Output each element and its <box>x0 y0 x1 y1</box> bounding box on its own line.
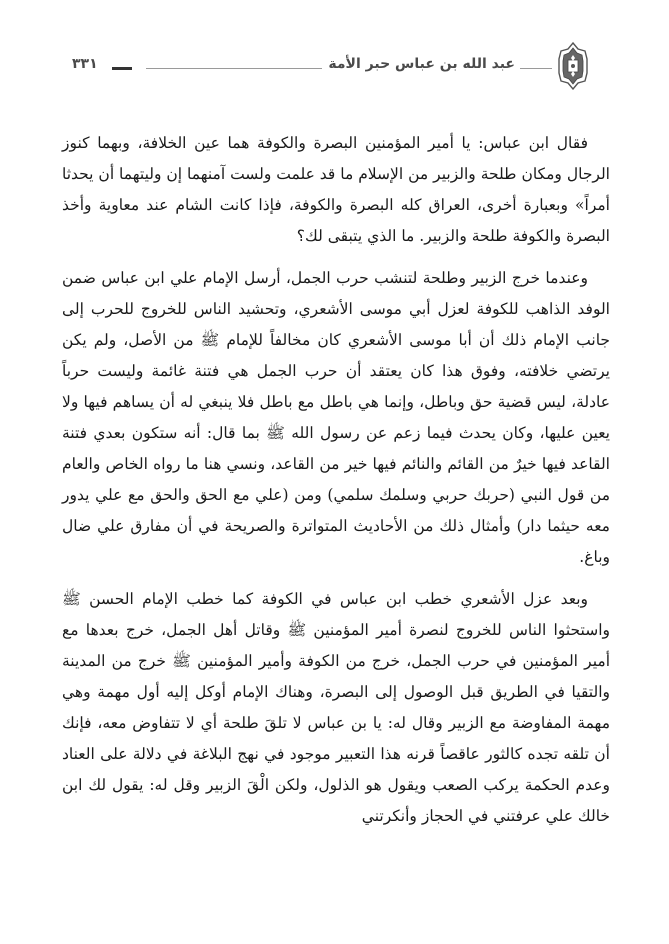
ornament-icon <box>556 42 590 90</box>
paragraph: فقال ابن عباس: يا أمير المؤمنين البصرة والكوفة هما عين الخلافة، وبهما كنوز الرجال ومكان طلحة والزبير من الإسلام ما قد علمت ولست آمنهما إن وليتهما أن يحدثا أمراً» وبعبارة أخرى، العراق كله البصرة والكوفة، فإذا كانت الشام عند معاوية وأخذ البصرة والكوفة طلحة والزبير. ما الذي يتبقى لك؟ <box>62 134 610 245</box>
header-rule-left <box>146 68 322 69</box>
paragraph: وبعد عزل الأشعري خطب ابن عباس في الكوفة كما خطب الإمام الحسن ﷺ واستحثوا الناس للخروج لنصرة أمير المؤمنين ﷺ وقاتل أهل الجمل، خرج بعدها مع أمير المؤمنين في حرب الجمل، خرج من الكوفة وأمير المؤمنين ﷺ خرج من المدينة والتقيا في الطريق قبل الوصول إلى البصرة، وهناك الإمام أوكل إليه أول مهمة وهي مهمة المفاوضة مع الزبير وقال له: يا بن عباس لا تلقَ طلحة أي لا تتفاوض معه، فإنك أن تلقه تجده كالثور عاقصاً قرنه هذا التعبير موجود في نهج البلاغة في دلالة على العناد وعدم الحكمة يركب الصعب ويقول هو الذلول، ولكن الْقَ الزبير وقل له: يقول لك ابن خالك علي عرفتني في الحجاز وأنكرتني <box>62 590 610 825</box>
header-rule-right <box>520 68 552 69</box>
paragraph: وعندما خرج الزبير وطلحة لتنشب حرب الجمل، أرسل الإمام علي ابن عباس ضمن الوفد الذاهب للكوفة لعزل أبي موسى الأشعري، وتحشيد الناس للخروج للحرب إلى جانب الإمام ذلك أن أبا موسى الأشعري كان مخالفاً للإمام ﷺ من الأصل، ولم يكن يرتضي خلافته، وفوق هذا كان يعتقد أن حرب الجمل هي فتنة غائمة وليست حرباً عادلة، ليس قضية حق وباطل، وإنما هي باطل مع باطل فلا ينبغي له أن يساهم فيها ولا يعين عليها، وكان يحدث فيما زعم عن رسول الله ﷺ بما قال: أنه ستكون بعدي فتنة القاعد فيها خيرٌ من القائم والنائم فيها خير من القاعد، ونسي هنا ما رواه الخاص والعام من قول النبي (حربك حربي وسلمك سلمي) ومن (علي مع الحق والحق مع علي يدور معه حيثما دار) وأمثال ذلك من الأحاديث المتواترة والصريحة في أن مفارق علي ضال وباغ. <box>62 269 610 566</box>
page-number-dash <box>112 67 132 70</box>
running-title: عبد الله بن عباس حبر الأمة <box>328 56 515 72</box>
page-header <box>0 38 669 108</box>
page-number: ٣٣١ <box>72 56 98 72</box>
body-text <box>62 128 610 843</box>
